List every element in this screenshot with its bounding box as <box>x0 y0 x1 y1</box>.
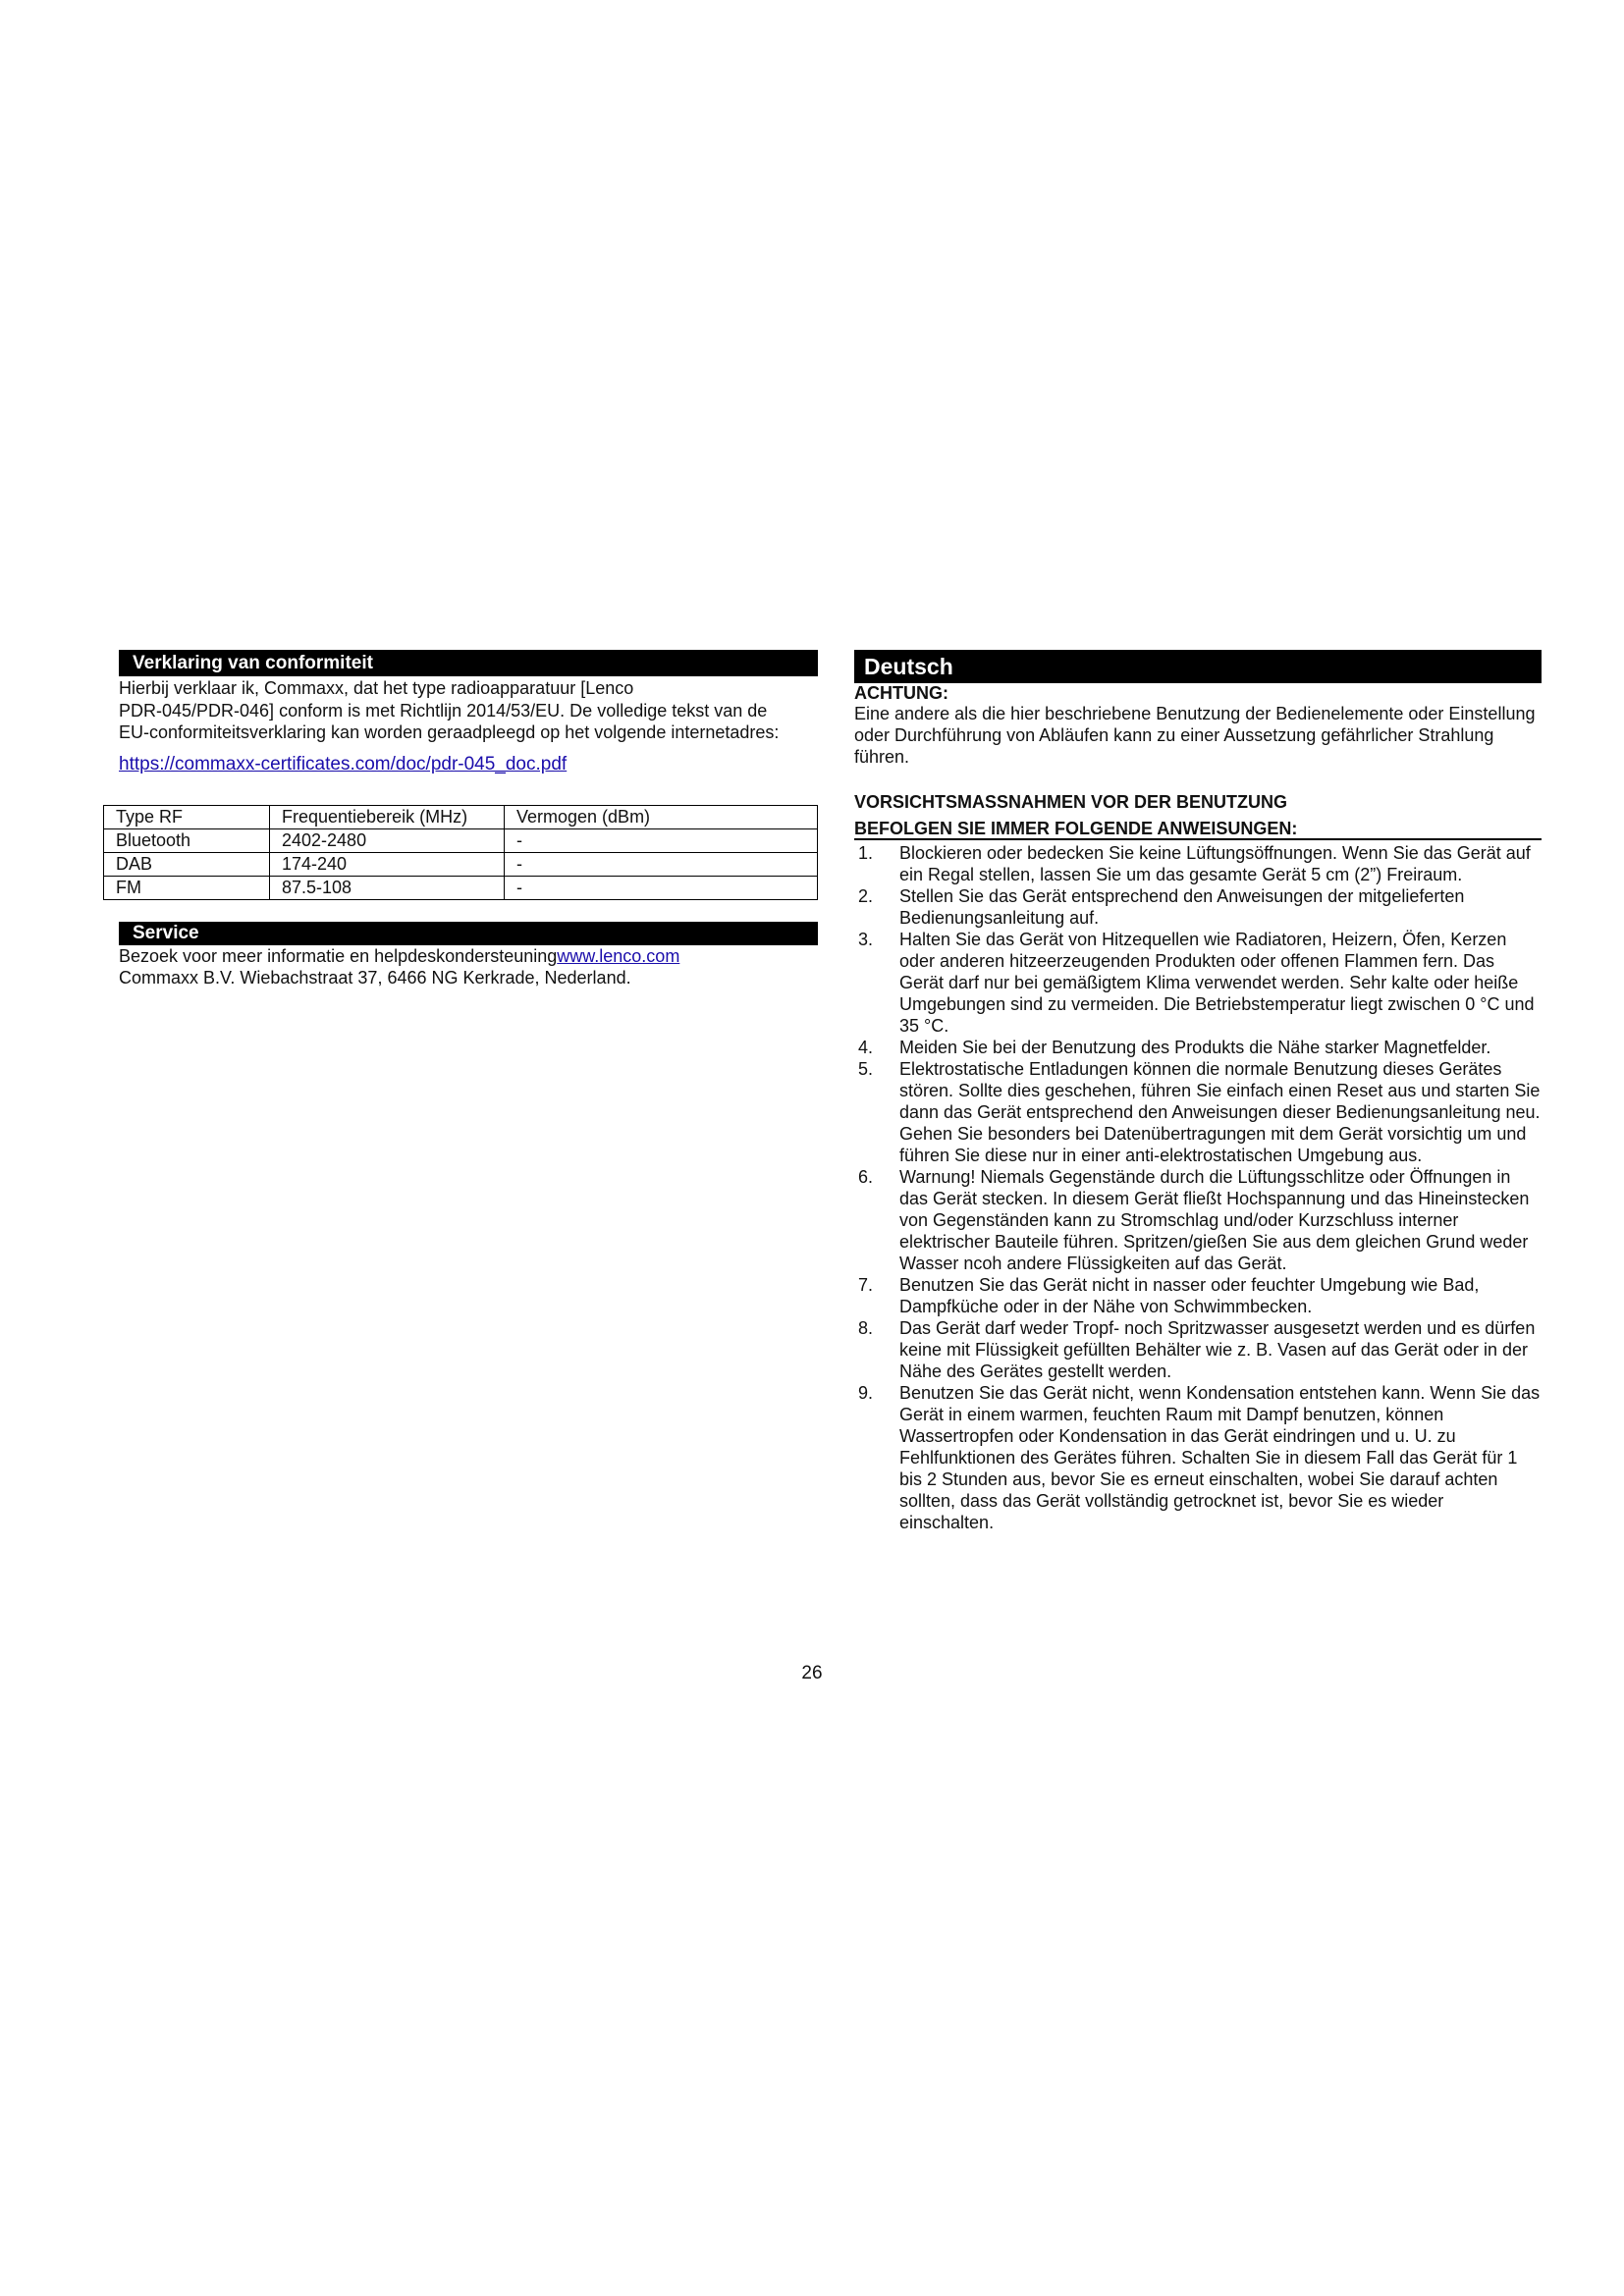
list-item-number: 3. <box>858 930 874 949</box>
list-item-text: Blockieren oder bedecken Sie keine Lüftungsöffnungen. Wenn Sie das Gerät auf ein Regal stellen, lassen Sie um das gesamte Gerät 5 cm (2”) Freiraum. <box>899 843 1531 884</box>
caution-text: Eine andere als die hier beschriebene Benutzung der Bedienelemente oder Einstellung oder Durchführung von Abläufen kann zu einer Aussetzung gefährlicher Strahlung führen. <box>854 704 1536 767</box>
service-info-text: Bezoek voor meer informatie en helpdeskondersteuning <box>119 946 558 966</box>
conformity-doc-link[interactable]: https://commaxx-certificates.com/doc/pdr-045_doc.pdf <box>119 754 568 774</box>
conformity-line-2: PDR-045/PDR-046] conform is met Richtlijn 2014/53/EU. De volledige tekst van de EU-conformiteitsverklaring kan worden geraadpleegd op het volgende internetadres: <box>119 701 780 742</box>
list-item-number: 9. <box>858 1383 874 1403</box>
list-item-text: Warnung! Niemals Gegenstände durch die Lüftungsschlitze oder Öffnungen in das Gerät stecken. In diesem Gerät fließt Hochspannung und das Hineinstecken von Gegenständen kann zu Stromschlag und/oder Kurzschluss interner elektrischer Bauteile führen. Spritzen/gießen Sie aus dem gleichen Grund weder Wasser ncoh andere Flüssigkeiten auf das Gerät. <box>899 1167 1530 1273</box>
table-header-cell: Vermogen (dBm) <box>505 806 818 829</box>
service-address: Commaxx B.V. Wiebachstraat 37, 6466 NG Kerkrade, Nederland. <box>119 968 631 988</box>
list-item-number: 7. <box>858 1275 874 1295</box>
list-item <box>854 842 1542 885</box>
list-item-number: 2. <box>858 886 874 906</box>
list-item <box>854 1058 1542 1166</box>
left-column <box>116 650 818 988</box>
table-cell: 174-240 <box>270 853 505 877</box>
instruction-list <box>854 842 1542 1533</box>
table-header-row <box>104 806 818 829</box>
list-item-text: Stellen Sie das Gerät entsprechend den Anweisungen der mitgelieferten Bedienungsanleitung auf. <box>899 886 1465 928</box>
table-row <box>104 829 818 853</box>
list-item-number: 8. <box>858 1318 874 1338</box>
list-item-text: Benutzen Sie das Gerät nicht, wenn Kondensation entstehen kann. Wenn Sie das Gerät in einem warmen, feuchten Raum mit Dampf benutzen, können Wassertropfen oder Kondensation in das Gerät eindringen und u. U. zu Fehlfunktionen des Gerätes führen. Schalten Sie in diesem Fall das Gerät für 1 bis 2 Stunden aus, bevor Sie es erneut einschalten, wobei Sie darauf achten sollten, dass das Gerät vollständig getrocknet ist, bevor Sie es wieder einschalten. <box>899 1383 1541 1532</box>
table-cell: FM <box>104 877 270 900</box>
precautions-title: VORSICHTSMASSNAHMEN VOR DER BENUTZUNG <box>854 792 1288 812</box>
table-row <box>104 853 818 877</box>
list-item <box>854 929 1542 1037</box>
table-cell: DAB <box>104 853 270 877</box>
table-cell: 2402-2480 <box>270 829 505 853</box>
list-item <box>854 1037 1542 1058</box>
table-cell: - <box>505 829 818 853</box>
table-row <box>104 877 818 900</box>
service-text <box>119 945 818 967</box>
caution-label: ACHTUNG: <box>854 683 948 703</box>
list-item-number: 5. <box>858 1059 874 1079</box>
page-number: 26 <box>801 1663 823 1683</box>
service-heading: Service <box>119 922 818 945</box>
service-website-link[interactable]: www.lenco.com <box>557 946 680 966</box>
list-item <box>854 1317 1542 1382</box>
list-item-number: 6. <box>858 1167 874 1187</box>
table-header-cell: Type RF <box>104 806 270 829</box>
list-item <box>854 1382 1542 1533</box>
table-cell: - <box>505 853 818 877</box>
list-item <box>854 1274 1542 1317</box>
list-item-text: Elektrostatische Entladungen können die normale Benutzung dieses Gerätes stören. Sollte dies geschehen, führen Sie einfach einen Reset aus und starten Sie dann das Gerät entsprechend den Anweisungen dieser Bedienungsanleitung neu. Gehen Sie besonders bei Datenübertragungen mit dem Gerät vorsichtig um und führen Sie diese nur in einer anti-elektrostatischen Umgebung aus. <box>899 1059 1541 1165</box>
list-item-number: 4. <box>858 1038 874 1057</box>
list-item <box>854 885 1542 929</box>
instructions-title: BEFOLGEN SIE IMMER FOLGENDE ANWEISUNGEN: <box>854 819 1542 840</box>
list-item-text: Das Gerät darf weder Tropf- noch Spritzwasser ausgesetzt werden und es dürfen keine mit Flüssigkeit gefüllten Behälter wie z. B. Vasen auf das Gerät oder in der Nähe des Gerätes gestellt werden. <box>899 1318 1536 1381</box>
list-item-text: Meiden Sie bei der Benutzung des Produkts die Nähe starker Magnetfelder. <box>899 1038 1491 1057</box>
table-cell: - <box>505 877 818 900</box>
list-item-text: Benutzen Sie das Gerät nicht in nasser oder feuchter Umgebung wie Bad, Dampfküche oder in der Nähe von Schwimmbecken. <box>899 1275 1480 1316</box>
table-cell: 87.5-108 <box>270 877 505 900</box>
conformity-heading: Verklaring van conformiteit <box>119 650 818 676</box>
list-item-number: 1. <box>858 843 874 863</box>
list-item <box>854 1166 1542 1274</box>
conformity-line-1: Hierbij verklaar ik, Commaxx, dat het type radioapparatuur [Lenco <box>119 678 634 698</box>
right-column <box>854 650 1542 1533</box>
rf-table <box>103 805 818 900</box>
list-item-text: Halten Sie das Gerät von Hitzequellen wie Radiatoren, Heizern, Öfen, Kerzen oder anderen hitzeerzeugenden Produkten oder offenen Flammen fern. Das Gerät darf nur bei gemäßigtem Klima verwendet werden. Sehr kalte oder heiße Umgebungen sind zu vermeiden. Die Betriebstemperatur liegt zwischen 0 °C und 35 °C. <box>899 930 1535 1036</box>
table-cell: Bluetooth <box>104 829 270 853</box>
deutsch-heading: Deutsch <box>854 650 1542 683</box>
table-header-cell: Frequentiebereik (MHz) <box>270 806 505 829</box>
